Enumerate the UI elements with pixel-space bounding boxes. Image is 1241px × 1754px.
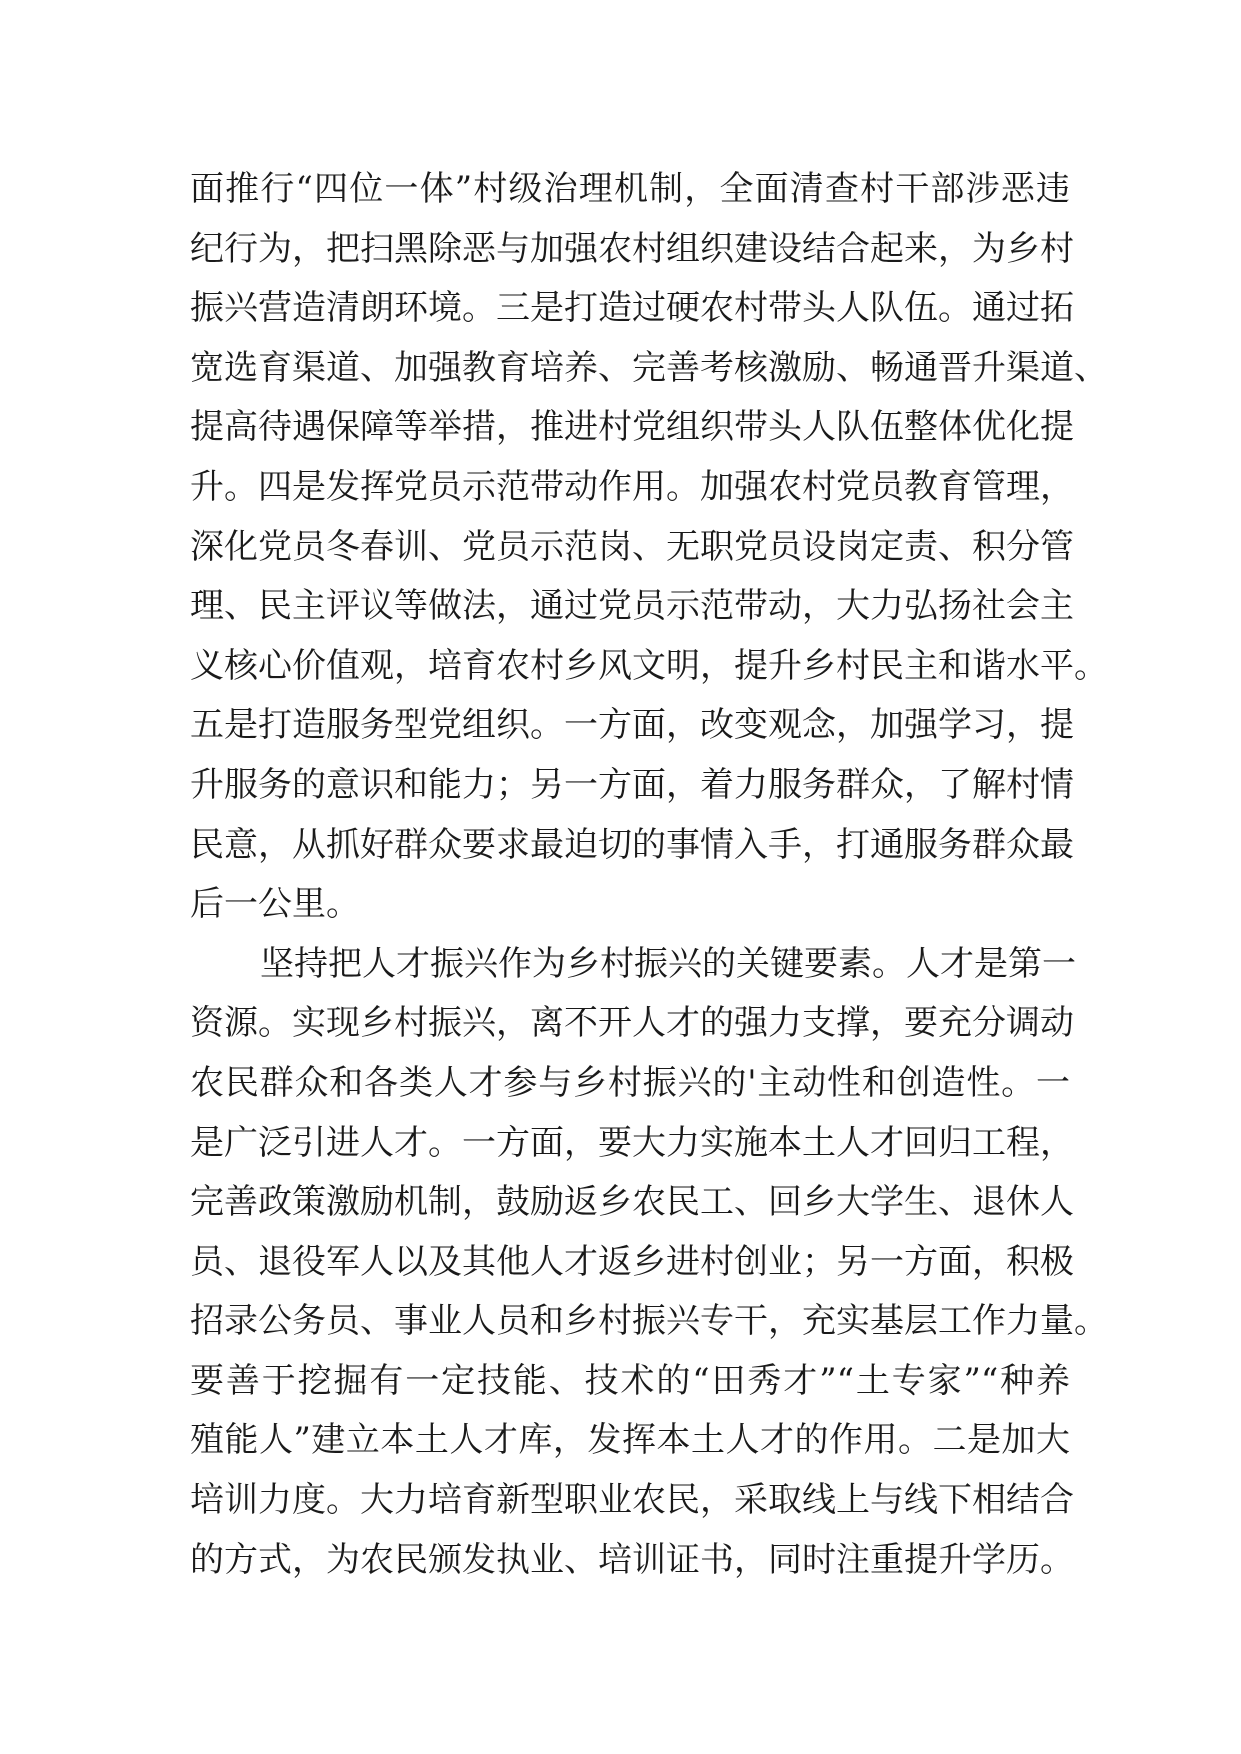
paragraph-1-line-1: 面推行“四位一体”村级治理机制，全面清查村干部涉恶违 xyxy=(190,169,1070,209)
paragraph-1-line-8: 理、民主评议等做法，通过党员示范带动，大力弘扬社会主 xyxy=(190,586,1074,627)
paragraph-1-line-12: 民意，从抓好群众要求最迫切的事情入手，打通服务群众最 xyxy=(190,824,1074,865)
paragraph-2-line-9: 殖能人”建立本土人才库，发挥本土人才的作用。二是加大 xyxy=(190,1420,1070,1461)
paragraph-1-line-13: 后一公里。 xyxy=(190,884,360,925)
paragraph-1-line-4: 宽选育渠道、加强教育培养、完善考核激励、畅通晋升渠道、 xyxy=(190,347,1108,388)
paragraph-1-line-7: 深化党员冬春训、党员示范岗、无职党员设岗定责、积分管 xyxy=(190,526,1074,567)
paragraph-2-line-3: 农民群众和各类人才参与乡村振兴的'主动性和创造性。一 xyxy=(190,1062,1070,1103)
paragraph-2-line-11: 的方式，为农民颁发执业、培训证书，同时注重提升学历。 xyxy=(190,1539,1074,1580)
paragraph-1-line-3: 振兴营造清朗环境。三是打造过硬农村带头人队伍。通过拓 xyxy=(190,288,1074,329)
paragraph-2-line-10: 培训力度。大力培育新型职业农民，采取线上与线下相结合 xyxy=(190,1480,1074,1521)
paragraph-2-line-7: 招录公务员、事业人员和乡村振兴专干，充实基层工作力量。 xyxy=(190,1301,1108,1342)
paragraph-2-line-2: 资源。实现乡村振兴，离不开人才的强力支撑，要充分调动 xyxy=(190,1003,1074,1044)
body-text xyxy=(190,160,1108,1590)
paragraph-2-line-8: 要善于挖掘有一定技能、技术的“田秀才”“土专家”“种养 xyxy=(190,1360,1070,1401)
paragraph-2-line-1: 坚持把人才振兴作为乡村振兴的关键要素。人才是第一 xyxy=(260,943,1076,984)
paragraph-2-line-4: 是广泛引进人才。一方面，要大力实施本土人才回归工程， xyxy=(190,1122,1074,1163)
paragraph-1-line-5: 提高待遇保障等举措，推进村党组织带头人队伍整体优化提 xyxy=(190,407,1074,448)
paragraph-1-line-10: 五是打造服务型党组织。一方面，改变观念，加强学习，提 xyxy=(190,705,1074,746)
paragraph-1-line-6: 升。四是发挥党员示范带动作用。加强农村党员教育管理， xyxy=(190,466,1074,507)
paragraph-2-line-5: 完善政策激励机制，鼓励返乡农民工、回乡大学生、退休人 xyxy=(190,1182,1074,1223)
paragraph-1-line-11: 升服务的意识和能力；另一方面，着力服务群众，了解村情 xyxy=(190,764,1074,805)
paragraph-1-line-2: 纪行为，把扫黑除恶与加强农村组织建设结合起来，为乡村 xyxy=(190,228,1074,269)
paragraph-1-line-9: 义核心价值观，培育农村乡风文明，提升乡村民主和谐水平。 xyxy=(190,645,1108,686)
paragraph-2-line-6: 员、退役军人以及其他人才返乡进村创业；另一方面，积极 xyxy=(190,1241,1074,1282)
